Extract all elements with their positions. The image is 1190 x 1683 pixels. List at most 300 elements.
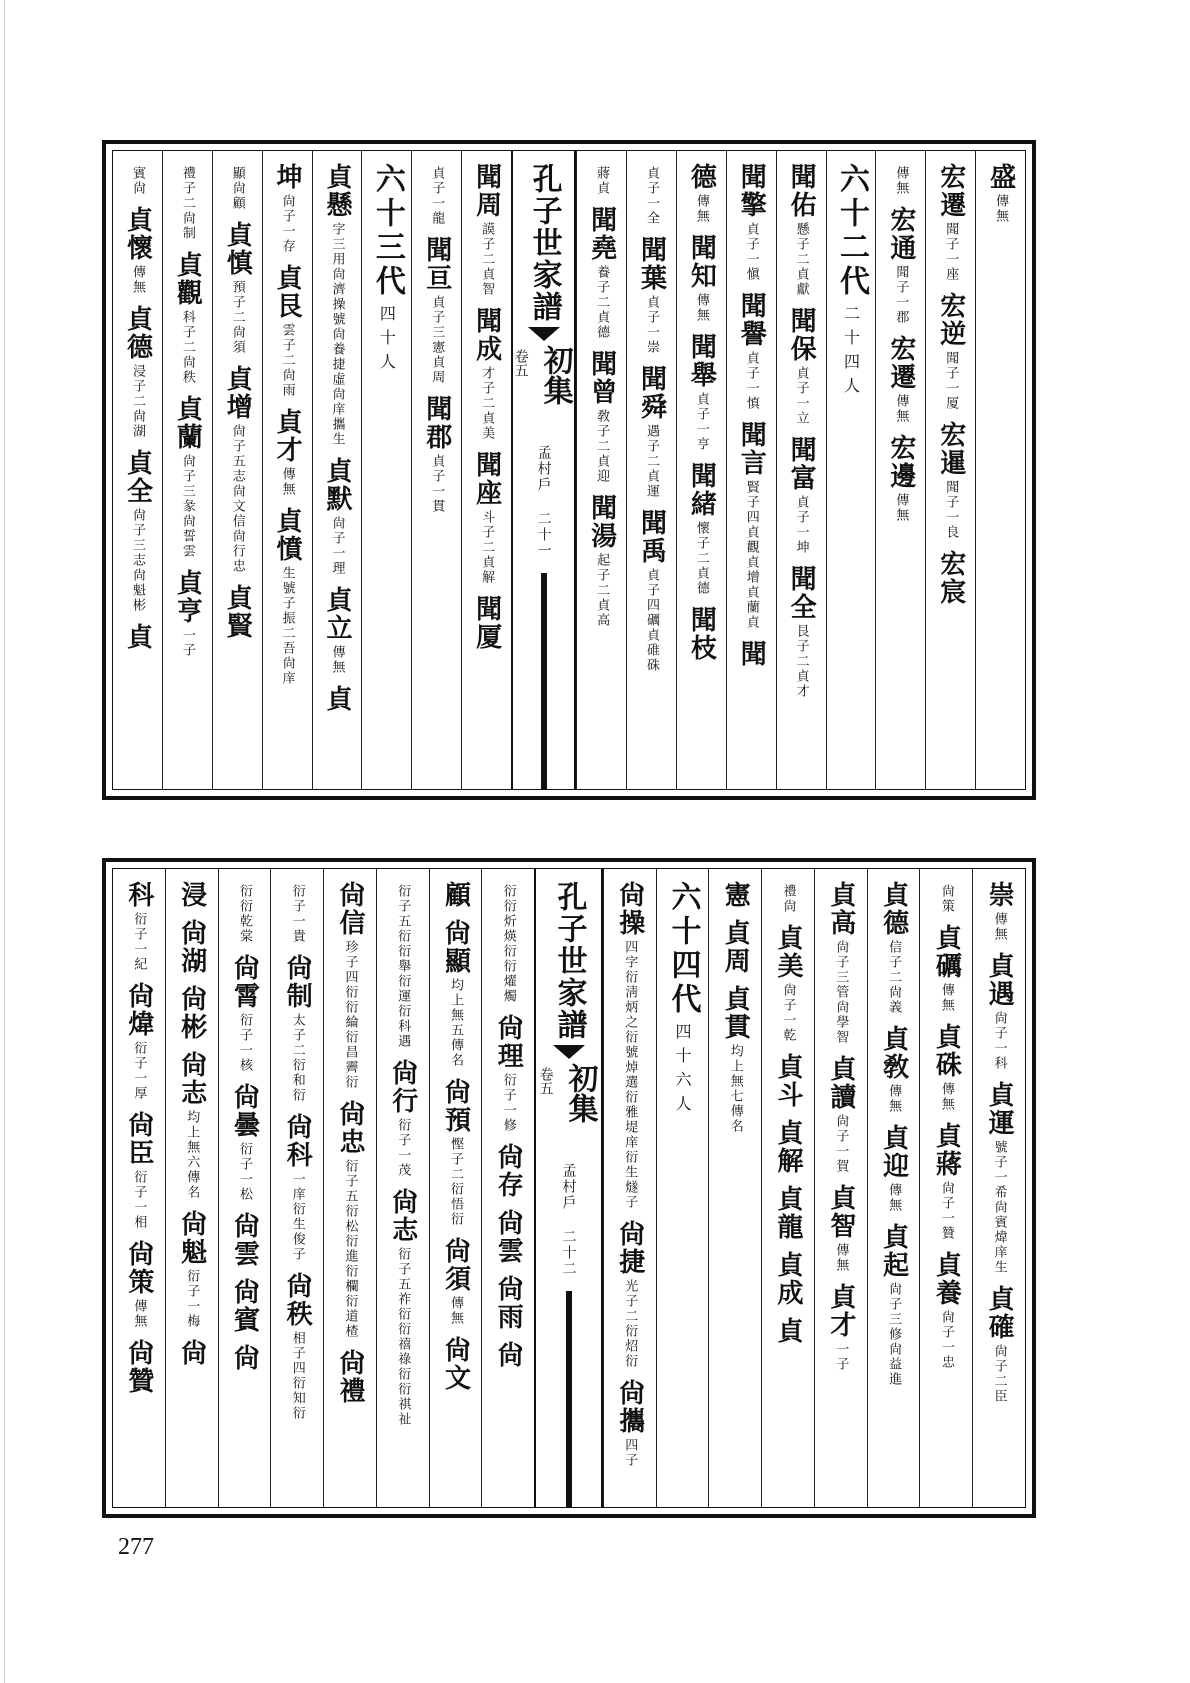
entry: [781, 881, 796, 914]
generation-count: 四十人: [377, 305, 397, 377]
person-name: 聞譽: [736, 292, 767, 348]
person-name: 貞遇: [984, 952, 1015, 1008]
entry: [440, 1336, 471, 1392]
genealogy-page-upper: [102, 140, 1036, 800]
genealogy-column: [826, 151, 876, 789]
entry: [272, 264, 303, 398]
entry: [893, 163, 908, 196]
entry: [440, 1078, 471, 1227]
person-note: 尙子一存: [279, 194, 295, 254]
fish-mouth-bar: [566, 1291, 572, 1507]
person-name: 宏暹: [935, 421, 966, 477]
person-name: 貞斗: [773, 1053, 804, 1109]
entry: [387, 1059, 418, 1178]
person-note: 傳無: [448, 1296, 464, 1326]
entry: [885, 434, 916, 523]
entry: [878, 1025, 909, 1114]
entry: [229, 1212, 260, 1268]
entry: [229, 954, 260, 1073]
person-note: 尙子三彖尙誓雲: [179, 454, 195, 559]
series-block: [536, 1063, 602, 1123]
entry: [237, 881, 252, 944]
entry: [334, 1349, 365, 1405]
fish-tail-mark: [528, 327, 560, 341]
folio-label: 二十二: [560, 1229, 577, 1277]
entry: [501, 881, 516, 1004]
genealogy-column: [376, 869, 429, 1507]
person-note: 聞子一良: [943, 480, 959, 540]
genealogy-column: [162, 151, 212, 789]
person-note: 衍子五衍松衍進衍欄衍道楂: [342, 1159, 358, 1339]
person-name: 貞讀: [825, 1055, 856, 1111]
person-name: 貞敎: [878, 1025, 909, 1081]
person-note: 遇子二貞運: [643, 424, 659, 499]
person-name: 尙: [229, 1344, 260, 1372]
person-note: 太子二衍和衍: [289, 1013, 305, 1103]
person-note: 傳無: [938, 1082, 954, 1112]
person-note: 衍子一貴: [289, 884, 305, 944]
person-note: 貞子一愼: [743, 222, 759, 282]
person-note: 尙子一忠: [938, 1310, 954, 1370]
fish-mouth-bar: [541, 573, 547, 789]
person-name: 貞懷: [122, 206, 153, 262]
entry: [636, 509, 667, 673]
entry: [493, 1275, 524, 1331]
person-name: 坤: [272, 163, 303, 191]
person-name: 盛: [985, 163, 1016, 191]
entry: [229, 1278, 260, 1334]
person-name: 尙忠: [334, 1100, 365, 1156]
person-note: 字三用尙濟操號尙養捷虛尙庠攜生: [329, 222, 345, 447]
entry: [786, 436, 817, 555]
person-name: 聞堯: [586, 206, 617, 262]
entry: [985, 163, 1016, 224]
book-compiler: 孟村戶: [535, 445, 552, 493]
person-note: 預子二尙須: [229, 280, 245, 355]
person-name: 聞舉: [686, 333, 717, 389]
person-note: 均上無五傳名: [448, 978, 464, 1068]
book-title: 孔子世家譜: [526, 163, 562, 323]
person-name: 聞佑: [786, 163, 817, 219]
person-note: 貞子一立: [793, 366, 809, 426]
entry: [176, 1210, 207, 1329]
person-note: 四字衍淸炳之衍號焯選衍雅堤庠衍生燧子: [622, 940, 638, 1210]
entry: [334, 881, 365, 1090]
entry: [229, 1083, 260, 1202]
entry: [736, 163, 767, 282]
entry: [122, 305, 153, 439]
book-volume: 卷五: [537, 1067, 554, 1095]
entry: [395, 881, 410, 1049]
entry: [122, 449, 153, 613]
person-note: 尙策: [938, 884, 954, 914]
person-note: 貞子一坤: [793, 495, 809, 555]
person-note: 傳無: [991, 912, 1007, 942]
entry: [321, 163, 352, 447]
entry: [773, 1119, 804, 1175]
person-note: 傳無: [329, 645, 345, 675]
person-name: 貞默: [321, 457, 352, 513]
person-name: 聞湯: [586, 494, 617, 550]
person-note: 衍子一厚: [131, 1041, 147, 1101]
entry: [586, 206, 617, 340]
person-name: 尙策: [123, 1240, 154, 1296]
book-title: 孔子世家譜: [551, 881, 587, 1041]
entry: [720, 919, 751, 975]
person-name: 聞周: [471, 163, 502, 219]
person-note: 科子二尙秩: [179, 310, 195, 385]
genealogy-column: [461, 151, 511, 789]
person-note: 雲子二尙雨: [279, 323, 295, 398]
genealogy-column: [429, 869, 482, 1507]
generation-heading: 六十三代: [369, 163, 405, 299]
person-note: 才子二貞美: [479, 366, 495, 441]
entry: [984, 1081, 1015, 1275]
person-name: 聞舜: [636, 365, 667, 421]
person-name: 尙科: [282, 1113, 313, 1169]
entry: [123, 982, 154, 1101]
person-name: 貞成: [773, 1251, 804, 1307]
entry: [282, 1113, 313, 1262]
person-note: 衍子一相: [131, 1170, 147, 1230]
person-name: 尙雲: [493, 1209, 524, 1265]
person-name: 貞周: [720, 919, 751, 975]
entry: [334, 1100, 365, 1339]
person-note: 尙子一賀: [833, 1114, 849, 1174]
entry: [176, 985, 207, 1041]
person-note: 尙子三管尙學智: [833, 940, 849, 1045]
person-note: 尙子一科: [991, 1011, 1007, 1071]
person-name: 貞養: [931, 1251, 962, 1307]
person-note: 貞子一亨: [693, 392, 709, 452]
person-note: 生號子振二吾尙庠: [279, 566, 295, 686]
entry: [440, 1237, 471, 1326]
genealogy-column: [361, 151, 411, 789]
person-note: 尙子三志尙魁彬: [129, 508, 145, 613]
person-note: 衍子一梅: [184, 1269, 200, 1329]
entry: [471, 595, 502, 651]
entry: [686, 163, 717, 224]
person-note: 傳無: [833, 1243, 849, 1273]
entry: [321, 685, 352, 713]
entry: [493, 1014, 524, 1133]
person-note: 貞子一慎: [743, 351, 759, 411]
entry: [931, 924, 962, 1013]
person-name: 尙雨: [493, 1275, 524, 1331]
person-note: 一子: [833, 1342, 849, 1372]
person-name: 尙臣: [123, 1111, 154, 1167]
person-name: 貞艮: [272, 264, 303, 320]
entry: [644, 163, 659, 226]
person-name: 聞富: [786, 436, 817, 492]
person-name: 貞迎: [878, 1124, 909, 1180]
entry: [282, 1272, 313, 1421]
generation-count: 四十六人: [673, 1023, 693, 1119]
entry: [222, 365, 253, 574]
entry: [321, 586, 352, 675]
entry: [885, 206, 916, 325]
genealogy-column: [212, 151, 262, 789]
entry: [493, 1341, 524, 1369]
person-name: 貞慎: [222, 221, 253, 277]
entry: [686, 333, 717, 452]
person-name: 尙理: [493, 1014, 524, 1070]
person-note: 賢子四貞觀貞增貞蘭貞: [743, 480, 759, 630]
entry: [176, 881, 207, 909]
person-name: 貞全: [122, 449, 153, 505]
entry: [720, 881, 751, 909]
entry: [614, 1220, 645, 1369]
person-name: 尙預: [440, 1078, 471, 1134]
entry: [786, 163, 817, 297]
entry: [878, 1124, 909, 1213]
person-name: 貞礪: [931, 924, 962, 980]
genealogy-column: [867, 869, 920, 1507]
person-name: 聞言: [736, 421, 767, 477]
fish-tail-mark: [553, 1045, 585, 1059]
genealogy-column: [218, 869, 271, 1507]
person-name: 貞解: [773, 1119, 804, 1175]
entry: [222, 584, 253, 640]
entry: [471, 451, 502, 585]
upper-page-columns: [112, 150, 1026, 790]
book-series: 初集: [537, 345, 573, 405]
person-name: 聞亘: [421, 236, 452, 292]
entry: [720, 985, 751, 1134]
person-name: 尙志: [387, 1188, 418, 1244]
entry: [321, 457, 352, 576]
person-name: 浸: [176, 881, 207, 909]
person-name: 宏遷: [935, 163, 966, 219]
person-note: 傳無: [886, 1183, 902, 1213]
genealogy-column: [270, 869, 323, 1507]
person-note: 均上無七傳名: [727, 1044, 743, 1134]
person-name: 尙存: [493, 1143, 524, 1199]
person-note: 尙子二臣: [991, 1344, 1007, 1404]
person-note: 貞子一全: [643, 166, 659, 226]
person-name: 宏宸: [935, 550, 966, 606]
entry: [471, 163, 502, 297]
person-note: 斗子二貞解: [479, 510, 495, 585]
generation-count: 二十四人: [841, 305, 861, 401]
person-name: 宏遷: [885, 335, 916, 391]
entry: [878, 1223, 909, 1387]
person-name: 德: [686, 163, 717, 191]
entry: [736, 421, 767, 630]
person-name: 貞硃: [931, 1023, 962, 1079]
genealogy-column: [323, 869, 376, 1507]
person-name: 貞貫: [720, 985, 751, 1041]
person-note: 懸子二貞獻: [793, 222, 809, 297]
person-note: 相子四衍知衍: [289, 1331, 305, 1421]
person-note: 貞子一崇: [643, 295, 659, 355]
person-note: 貞子四礪貞碓硃: [643, 568, 659, 673]
entry: [773, 1053, 804, 1109]
person-note: 聞子一郡: [893, 265, 909, 325]
title-column: [534, 869, 603, 1507]
page-number: 277: [118, 1534, 154, 1560]
person-name: 聞枝: [686, 606, 717, 662]
genealogy-column: [626, 151, 676, 789]
person-note: 懷子二貞德: [693, 521, 709, 596]
genealogy-column: [603, 869, 656, 1507]
entry: [773, 1185, 804, 1241]
person-name: 尙秩: [282, 1272, 313, 1328]
genealogy-column: [576, 151, 626, 789]
person-name: 貞賢: [222, 584, 253, 640]
entry: [176, 1339, 207, 1367]
person-note: 尙子五志尙文信尙行忠: [229, 424, 245, 574]
entry: [387, 1188, 418, 1427]
person-name: 貞蔣: [931, 1122, 962, 1178]
title-column: [511, 151, 576, 789]
entry: [686, 462, 717, 596]
person-note: 一子: [179, 628, 195, 658]
person-name: 貞憤: [272, 507, 303, 563]
entry: [614, 1379, 645, 1468]
entry: [825, 1283, 856, 1372]
person-name: 顧: [440, 881, 471, 909]
person-note: 傳無: [993, 194, 1009, 224]
person-note: 貞子一龍: [429, 166, 445, 226]
person-name: 聞厦: [471, 595, 502, 651]
entry: [935, 292, 966, 411]
person-name: 尙魁: [176, 1210, 207, 1266]
person-note: 聞子一座: [943, 222, 959, 282]
genealogy-column: [761, 869, 814, 1507]
entry: [586, 350, 617, 484]
entry: [429, 163, 444, 226]
entry: [939, 881, 954, 914]
person-note: 尙子一乾: [780, 983, 796, 1043]
person-name: 聞: [736, 640, 767, 668]
entry: [493, 1209, 524, 1265]
entry: [123, 1111, 154, 1230]
person-note: 衍衍乾棠: [236, 884, 252, 944]
person-note: 禮子二尙制: [179, 166, 195, 241]
page-edge-rule: [4, 0, 5, 1683]
book-volume: 卷五: [512, 349, 529, 377]
person-name: 貞龍: [773, 1185, 804, 1241]
person-note: 均上無六傳名: [184, 1110, 200, 1200]
genealogy-column: [925, 151, 975, 789]
person-name: 貞運: [984, 1081, 1015, 1137]
entry: [180, 163, 195, 241]
person-name: 貞確: [984, 1285, 1015, 1341]
generation-heading: 六十二代: [833, 163, 869, 299]
entry: [172, 251, 203, 385]
entry: [172, 395, 203, 559]
person-name: 貞德: [122, 305, 153, 361]
entry: [586, 494, 617, 628]
person-name: 聞郡: [421, 395, 452, 451]
entry: [123, 1339, 154, 1395]
entry: [272, 163, 303, 254]
person-name: 尙文: [440, 1336, 471, 1392]
person-name: 尙操: [614, 881, 645, 937]
person-note: 衍子一茂: [395, 1118, 411, 1178]
entry: [786, 307, 817, 426]
entry: [935, 421, 966, 540]
entry: [984, 952, 1015, 1071]
entry: [272, 408, 303, 497]
person-name: 尙: [493, 1341, 524, 1369]
person-note: 衍子一松: [236, 1142, 252, 1202]
person-note: 貞子一貫: [429, 454, 445, 514]
person-note: 聞子一厦: [943, 351, 959, 411]
person-name: 尙彬: [176, 985, 207, 1041]
person-name: 貞懸: [321, 163, 352, 219]
entry: [282, 954, 313, 1103]
person-name: 尙煒: [123, 982, 154, 1038]
person-note: 賓尙: [129, 166, 145, 196]
genealogy-column: [411, 151, 461, 789]
entry: [594, 163, 609, 196]
person-name: 貞起: [878, 1223, 909, 1279]
genealogy-column: [262, 151, 312, 789]
person-note: 四子: [622, 1438, 638, 1468]
person-note: 敎子二貞迎: [594, 409, 610, 484]
person-note: 尙子一理: [329, 516, 345, 576]
entry: [421, 395, 452, 514]
person-note: 艮子二貞才: [793, 624, 809, 699]
person-note: 號子一希尙賓煒庠生: [991, 1140, 1007, 1275]
genealogy-column: [919, 869, 972, 1507]
entry: [176, 1051, 207, 1200]
entry: [931, 1251, 962, 1370]
genealogy-column: [165, 869, 218, 1507]
person-name: 貞高: [825, 881, 856, 937]
person-name: 聞座: [471, 451, 502, 507]
entry: [493, 1143, 524, 1199]
genealogy-column: [875, 151, 925, 789]
genealogy-column: [814, 869, 867, 1507]
entry: [222, 221, 253, 355]
entry: [825, 1184, 856, 1273]
person-note: 信子二尙義: [886, 940, 902, 1015]
person-name: 尙贊: [123, 1339, 154, 1395]
person-note: 傳無: [693, 194, 709, 224]
person-name: 貞增: [222, 365, 253, 421]
entry: [935, 550, 966, 606]
person-name: 貞: [321, 685, 352, 713]
genealogy-column: [113, 869, 165, 1507]
entry: [773, 1317, 804, 1345]
person-note: 尙子一贊: [938, 1181, 954, 1241]
entry: [773, 924, 804, 1043]
person-note: 光子二衍炤衍: [622, 1279, 638, 1369]
person-name: 尙曇: [229, 1083, 260, 1139]
person-name: 宏通: [885, 206, 916, 262]
entry: [885, 335, 916, 424]
entry: [290, 881, 305, 944]
entry: [130, 163, 145, 196]
person-name: 崇: [984, 881, 1015, 909]
person-note: 衍子一核: [236, 1013, 252, 1073]
person-note: 傳無: [938, 983, 954, 1013]
person-name: 聞曾: [586, 350, 617, 406]
person-name: 聞擎: [736, 163, 767, 219]
entry: [230, 163, 245, 211]
person-name: 尙顯: [440, 919, 471, 975]
person-name: 宏邊: [885, 434, 916, 490]
person-name: 尙: [176, 1339, 207, 1367]
genealogy-column: [975, 151, 1025, 789]
person-name: 尙捷: [614, 1220, 645, 1276]
series-block: [511, 345, 576, 405]
person-name: 貞亨: [172, 569, 203, 625]
person-name: 貞智: [825, 1184, 856, 1240]
